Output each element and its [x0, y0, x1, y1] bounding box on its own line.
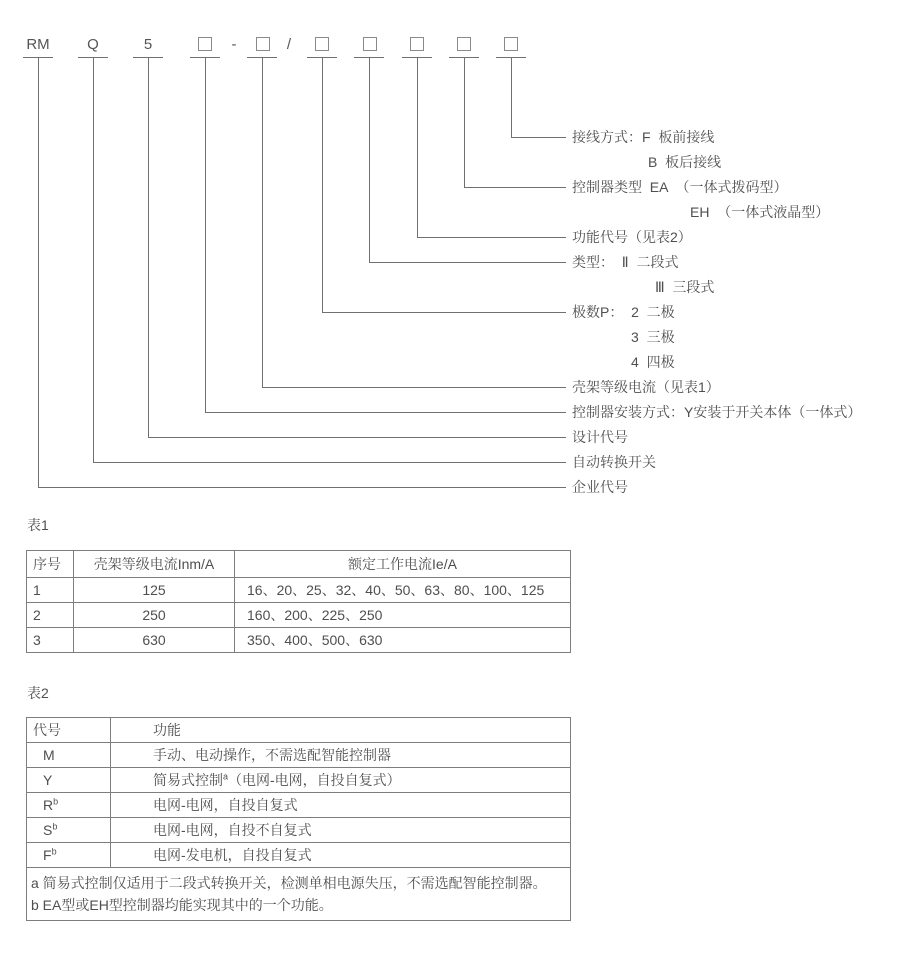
label-design-code: 设计代号 [572, 429, 628, 445]
cell-index: 3 [27, 628, 74, 653]
code-box-controller [457, 37, 471, 51]
code-separator-slash: / [286, 36, 292, 53]
label-frame-current: 壳架等级电流（见表1） [572, 379, 720, 395]
table-row [27, 843, 571, 868]
label-wiring-b: B 板后接线 [648, 154, 722, 170]
col-header-function: 功能 [111, 718, 571, 743]
col-header-code: 代号 [27, 718, 111, 743]
label-mounting: 控制器安装方式：Y安装于开关本体（一体式） [572, 404, 862, 420]
table-row [27, 603, 571, 628]
cell-rated-currents: 16、20、25、32、40、50、63、80、100、125 [235, 578, 571, 603]
label-type-ii: 类型： Ⅱ 二段式 [572, 254, 679, 270]
table2-title: 表2 [27, 685, 49, 701]
cell-code: $F^b$ [27, 843, 111, 868]
code-separator-dash: - [231, 36, 237, 53]
cell-rated-currents: 350、400、500、630 [235, 628, 571, 653]
code-part-design: 5 [143, 36, 153, 53]
label-wiring-f: 接线方式：F 板前接线 [572, 129, 715, 145]
frame-current-table [26, 550, 571, 653]
cell-frame-current: 630 [74, 628, 235, 653]
code-box-function [410, 37, 424, 51]
cell-code: $S^b$ [27, 818, 111, 843]
label-type-iii: Ⅲ 三段式 [655, 279, 715, 295]
cell-function: 电网-电网，自投自复式 [111, 793, 571, 818]
label-company-code: 企业代号 [572, 479, 628, 495]
table-row [27, 628, 571, 653]
table1-title: 表1 [27, 517, 49, 533]
label-poles-2: 极数P： 2 二极 [572, 304, 675, 320]
cell-function: 电网-电网，自投不自复式 [111, 818, 571, 843]
label-poles-3: 3 三极 [631, 329, 675, 345]
table-header-row [27, 551, 571, 578]
table-row [27, 793, 571, 818]
cell-frame-current: 250 [74, 603, 235, 628]
col-header-index: 序号 [27, 551, 74, 578]
connector-company [38, 57, 566, 488]
code-box-poles [315, 37, 329, 51]
footnote-cell [27, 868, 571, 921]
cell-code: M [27, 743, 111, 768]
cell-index: 2 [27, 603, 74, 628]
table-row [27, 768, 571, 793]
code-box-wiring [504, 37, 518, 51]
label-controller-ea: 控制器类型 EA （一体式拨码型） [572, 179, 788, 195]
code-part-company: RM [26, 36, 50, 53]
code-box-type [363, 37, 377, 51]
footnote-b: b EA型或EH型控制器均能实现其中的一个功能。 [31, 897, 333, 913]
cell-code: Y [27, 768, 111, 793]
col-header-frame: 壳架等级电流Inm/A [74, 551, 235, 578]
footnote-row [27, 868, 571, 921]
table-row [27, 743, 571, 768]
cell-rated-currents: 160、200、225、250 [235, 603, 571, 628]
cell-code: $R^b$ [27, 793, 111, 818]
label-function-code: 功能代号（见表2） [572, 229, 692, 245]
cell-function: 电网-发电机，自投自复式 [111, 843, 571, 868]
code-box-mounting [198, 37, 212, 51]
cell-function: 简易式控制$^a$（电网-电网，自投自复式） [111, 768, 571, 793]
label-poles-4: 4 四极 [631, 354, 675, 370]
footnote-a: a 简易式控制仅适用于二段式转换开关，检测单相电源失压，不需选配智能控制器。 [31, 875, 547, 891]
table-row [27, 578, 571, 603]
cell-frame-current: 125 [74, 578, 235, 603]
col-header-rated: 额定工作电流Ie/A [235, 551, 571, 578]
label-controller-eh: EH （一体式液晶型） [690, 204, 830, 220]
table-header-row [27, 718, 571, 743]
table-row [27, 818, 571, 843]
label-auto-switch: 自动转换开关 [572, 454, 656, 470]
code-box-frame [256, 37, 270, 51]
code-part-switch: Q [87, 36, 99, 53]
function-code-table [26, 717, 571, 921]
cell-index: 1 [27, 578, 74, 603]
cell-function: 手动、电动操作，不需选配智能控制器 [111, 743, 571, 768]
